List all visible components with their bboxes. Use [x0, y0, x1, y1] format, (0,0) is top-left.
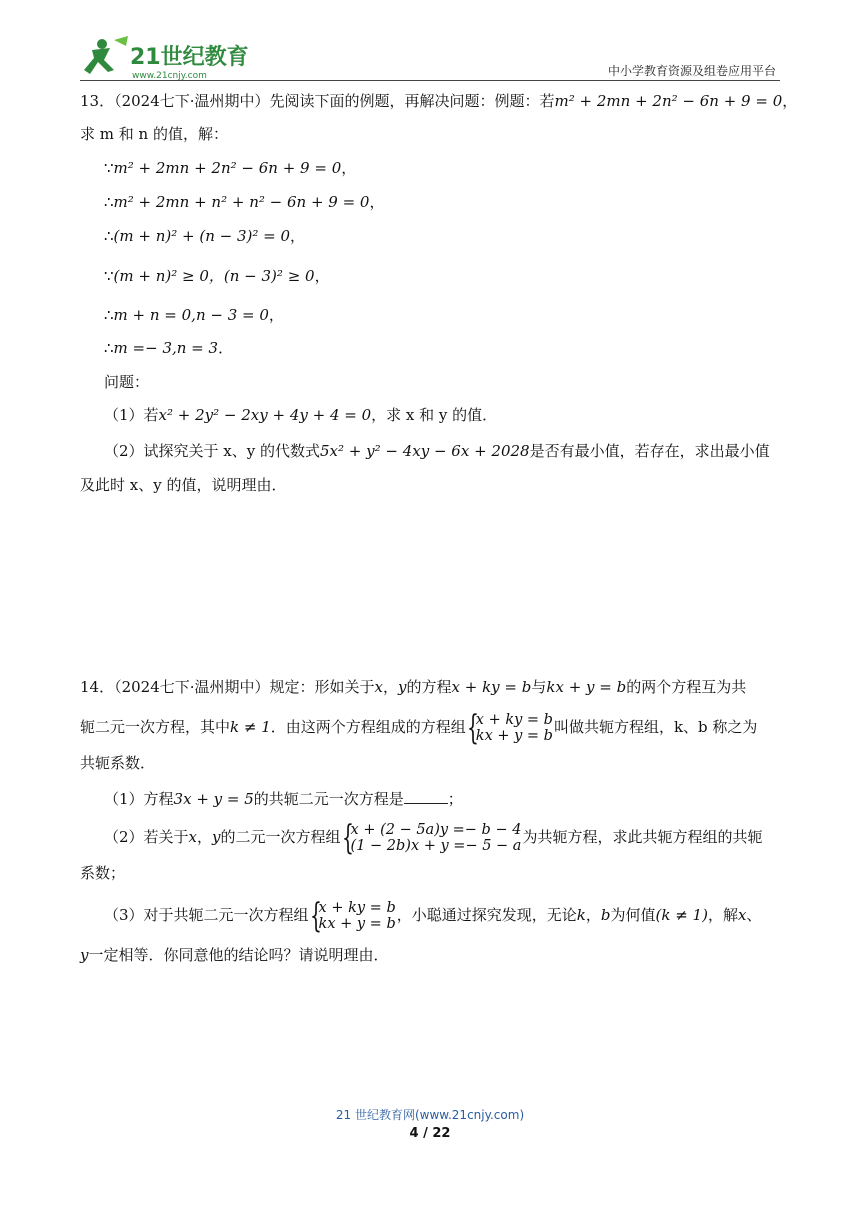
- equation-system: { x + ky = b kx + y = b: [466, 708, 553, 748]
- platform-name: 中小学教育资源及组卷应用平台: [607, 64, 776, 78]
- q13-step: ∴m + n = 0,n − 3 = 0，: [104, 306, 284, 324]
- q13-step: ∴m =− 3,n = 3．: [104, 339, 234, 357]
- q13-intro-line: 13．（2024七下·温州期中）先阅读下面的例题，再解决问题：例题：若m² + 2mn + 2n² − 6n + 9 = 0，: [80, 92, 798, 110]
- q14-part-2-cont: 系数；: [80, 864, 126, 882]
- q13-part-1: （1）若x² + 2y² − 2xy + 4y + 4 = 0，求 x 和 y 的值．: [104, 406, 498, 424]
- q14-line-1: 14．（2024七下·温州期中）规定：形如关于x，y的方程x + ky = b与kx + y = b的两个方程互为共: [80, 678, 747, 696]
- q13-part-2: （2）试探究关于 x、y 的代数式5x² + y² − 4xy − 6x + 2028是否有最小值，若存在，求出最小值: [104, 442, 770, 460]
- q14-line-2: 轭二元一次方程，其中k ≠ 1．由这两个方程组成的方程组 { x + ky = b kx + y = b 叫做共轭方程组，k、b 称之为: [80, 708, 758, 748]
- q13-step: ∵(m + n)² ≥ 0，(n − 3)² ≥ 0，: [104, 267, 330, 285]
- footer-site-link[interactable]: 21 世纪教育网(www.21cnjy.com): [335, 1108, 525, 1122]
- equation-system: { x + (2 − 5a)y =− b − 4 (1 − 2b)x + y =− 5 − a: [341, 818, 522, 858]
- q13-step: ∴m² + 2mn + n² + n² − 6n + 9 = 0，: [104, 193, 385, 211]
- q13-intro-text: 13．（2024七下·温州期中）先阅读下面的例题，再解决问题：例题：若: [80, 92, 555, 110]
- svg-text:www.21cnjy.com: www.21cnjy.com: [132, 71, 207, 81]
- q14-part-1: （1）方程3x + y = 5的共轭二元一次方程是 ；: [104, 790, 463, 808]
- equation-system: { x + ky = b kx + y = b: [309, 896, 396, 936]
- q13-part-2-cont: 及此时 x、y 的值，说明理由．: [80, 476, 287, 494]
- q13-problem-label: 问题：: [104, 373, 150, 391]
- q14-part-3: （3）对于共轭二元一次方程组 { x + ky = b kx + y = b ，小聪通过探究发现，无论k，b为何值(k ≠ 1)，解x、: [104, 896, 762, 936]
- q14-part-3-cont: y一定相等．你同意他的结论吗？请说明理由．: [80, 946, 389, 964]
- q13-intro-equation: m² + 2mn + 2n² − 6n + 9 = 0: [554, 92, 783, 110]
- q14-line-3: 共轭系数．: [80, 754, 156, 772]
- q13-step: ∵m² + 2mn + 2n² − 6n + 9 = 0，: [104, 159, 357, 177]
- q13-intro-line-2: 求 m 和 n 的值，解：: [80, 125, 228, 143]
- svg-text:21世纪教育: 21世纪教育: [130, 45, 249, 70]
- q13-step: ∴(m + n)² + (n − 3)² = 0，: [104, 227, 306, 245]
- header-divider: [80, 80, 780, 81]
- q14-part-2: （2）若关于x，y的二元一次方程组 { x + (2 − 5a)y =− b − 4 (1 − 2b)x + y =− 5 − a 为共轭方程，求此共轭方程组的共轭: [104, 818, 763, 858]
- site-logo: [80, 34, 260, 82]
- runner-icon: [84, 36, 128, 74]
- page-number: 4 / 22: [409, 1126, 451, 1141]
- answer-blank: [404, 789, 448, 804]
